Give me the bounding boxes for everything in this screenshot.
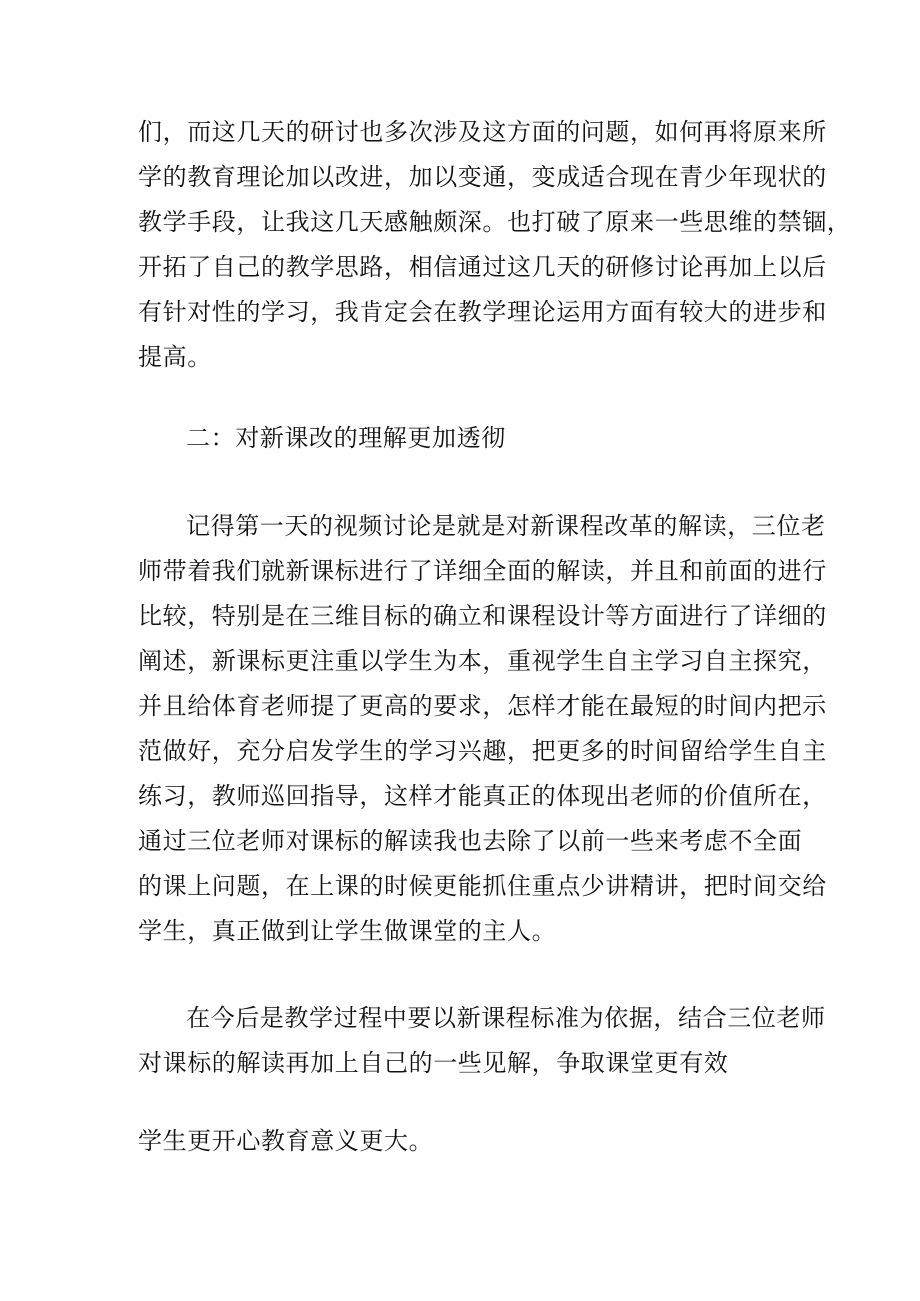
text-line: 阐述，新课标更注重以学生为本，重视学生自主学习自主探究， xyxy=(138,647,827,675)
text-line: 教学手段，让我这几天感触颇深。也打破了原来一些思维的禁锢， xyxy=(138,208,852,236)
text-line: 学生更开心教育意义更大。 xyxy=(138,1127,434,1155)
text-line: 记得第一天的视频讨论是就是对新课程改革的解读，三位老 xyxy=(186,512,826,540)
text-line: 学的教育理论加以改进，加以变通，变成适合现在青少年现状的 xyxy=(138,163,827,191)
text-line: 比较，特别是在三维目标的确立和课程设计等方面进行了详细的 xyxy=(138,602,827,630)
text-line: 学生，真正做到让学生做课堂的主人。 xyxy=(138,917,557,945)
section-heading: 二：对新课改的理解更加透彻 xyxy=(186,424,506,452)
text-line: 在今后是教学过程中要以新课程标准为依据，结合三位老师 xyxy=(186,1004,826,1032)
text-line: 开拓了自己的教学思路，相信通过这几天的研修讨论再加上以后 xyxy=(138,253,827,281)
text-line: 的课上问题，在上课的时候更能抓住重点少讲精讲，把时间交给 xyxy=(138,872,827,900)
text-line: 范做好，充分启发学生的学习兴趣，把更多的时间留给学生自主 xyxy=(138,737,827,765)
text-line: 对课标的解读再加上自己的一些见解，争取课堂更有效 xyxy=(138,1049,729,1077)
text-line: 师带着我们就新课标进行了详细全面的解读，并且和前面的进行 xyxy=(138,557,827,585)
text-line: 有针对性的学习，我肯定会在教学理论运用方面有较大的进步和 xyxy=(138,298,827,326)
text-line: 并且给体育老师提了更高的要求，怎样才能在最短的时间内把示 xyxy=(138,692,827,720)
text-line: 练习，教师巡回指导，这样才能真正的体现出老师的价值所在， xyxy=(138,782,827,810)
text-line: 们，而这几天的研讨也多次涉及这方面的问题，如何再将原来所 xyxy=(138,118,827,146)
text-line: 提高。 xyxy=(138,343,212,371)
text-line: 通过三位老师对课标的解读我也去除了以前一些来考虑不全面 xyxy=(138,827,803,855)
